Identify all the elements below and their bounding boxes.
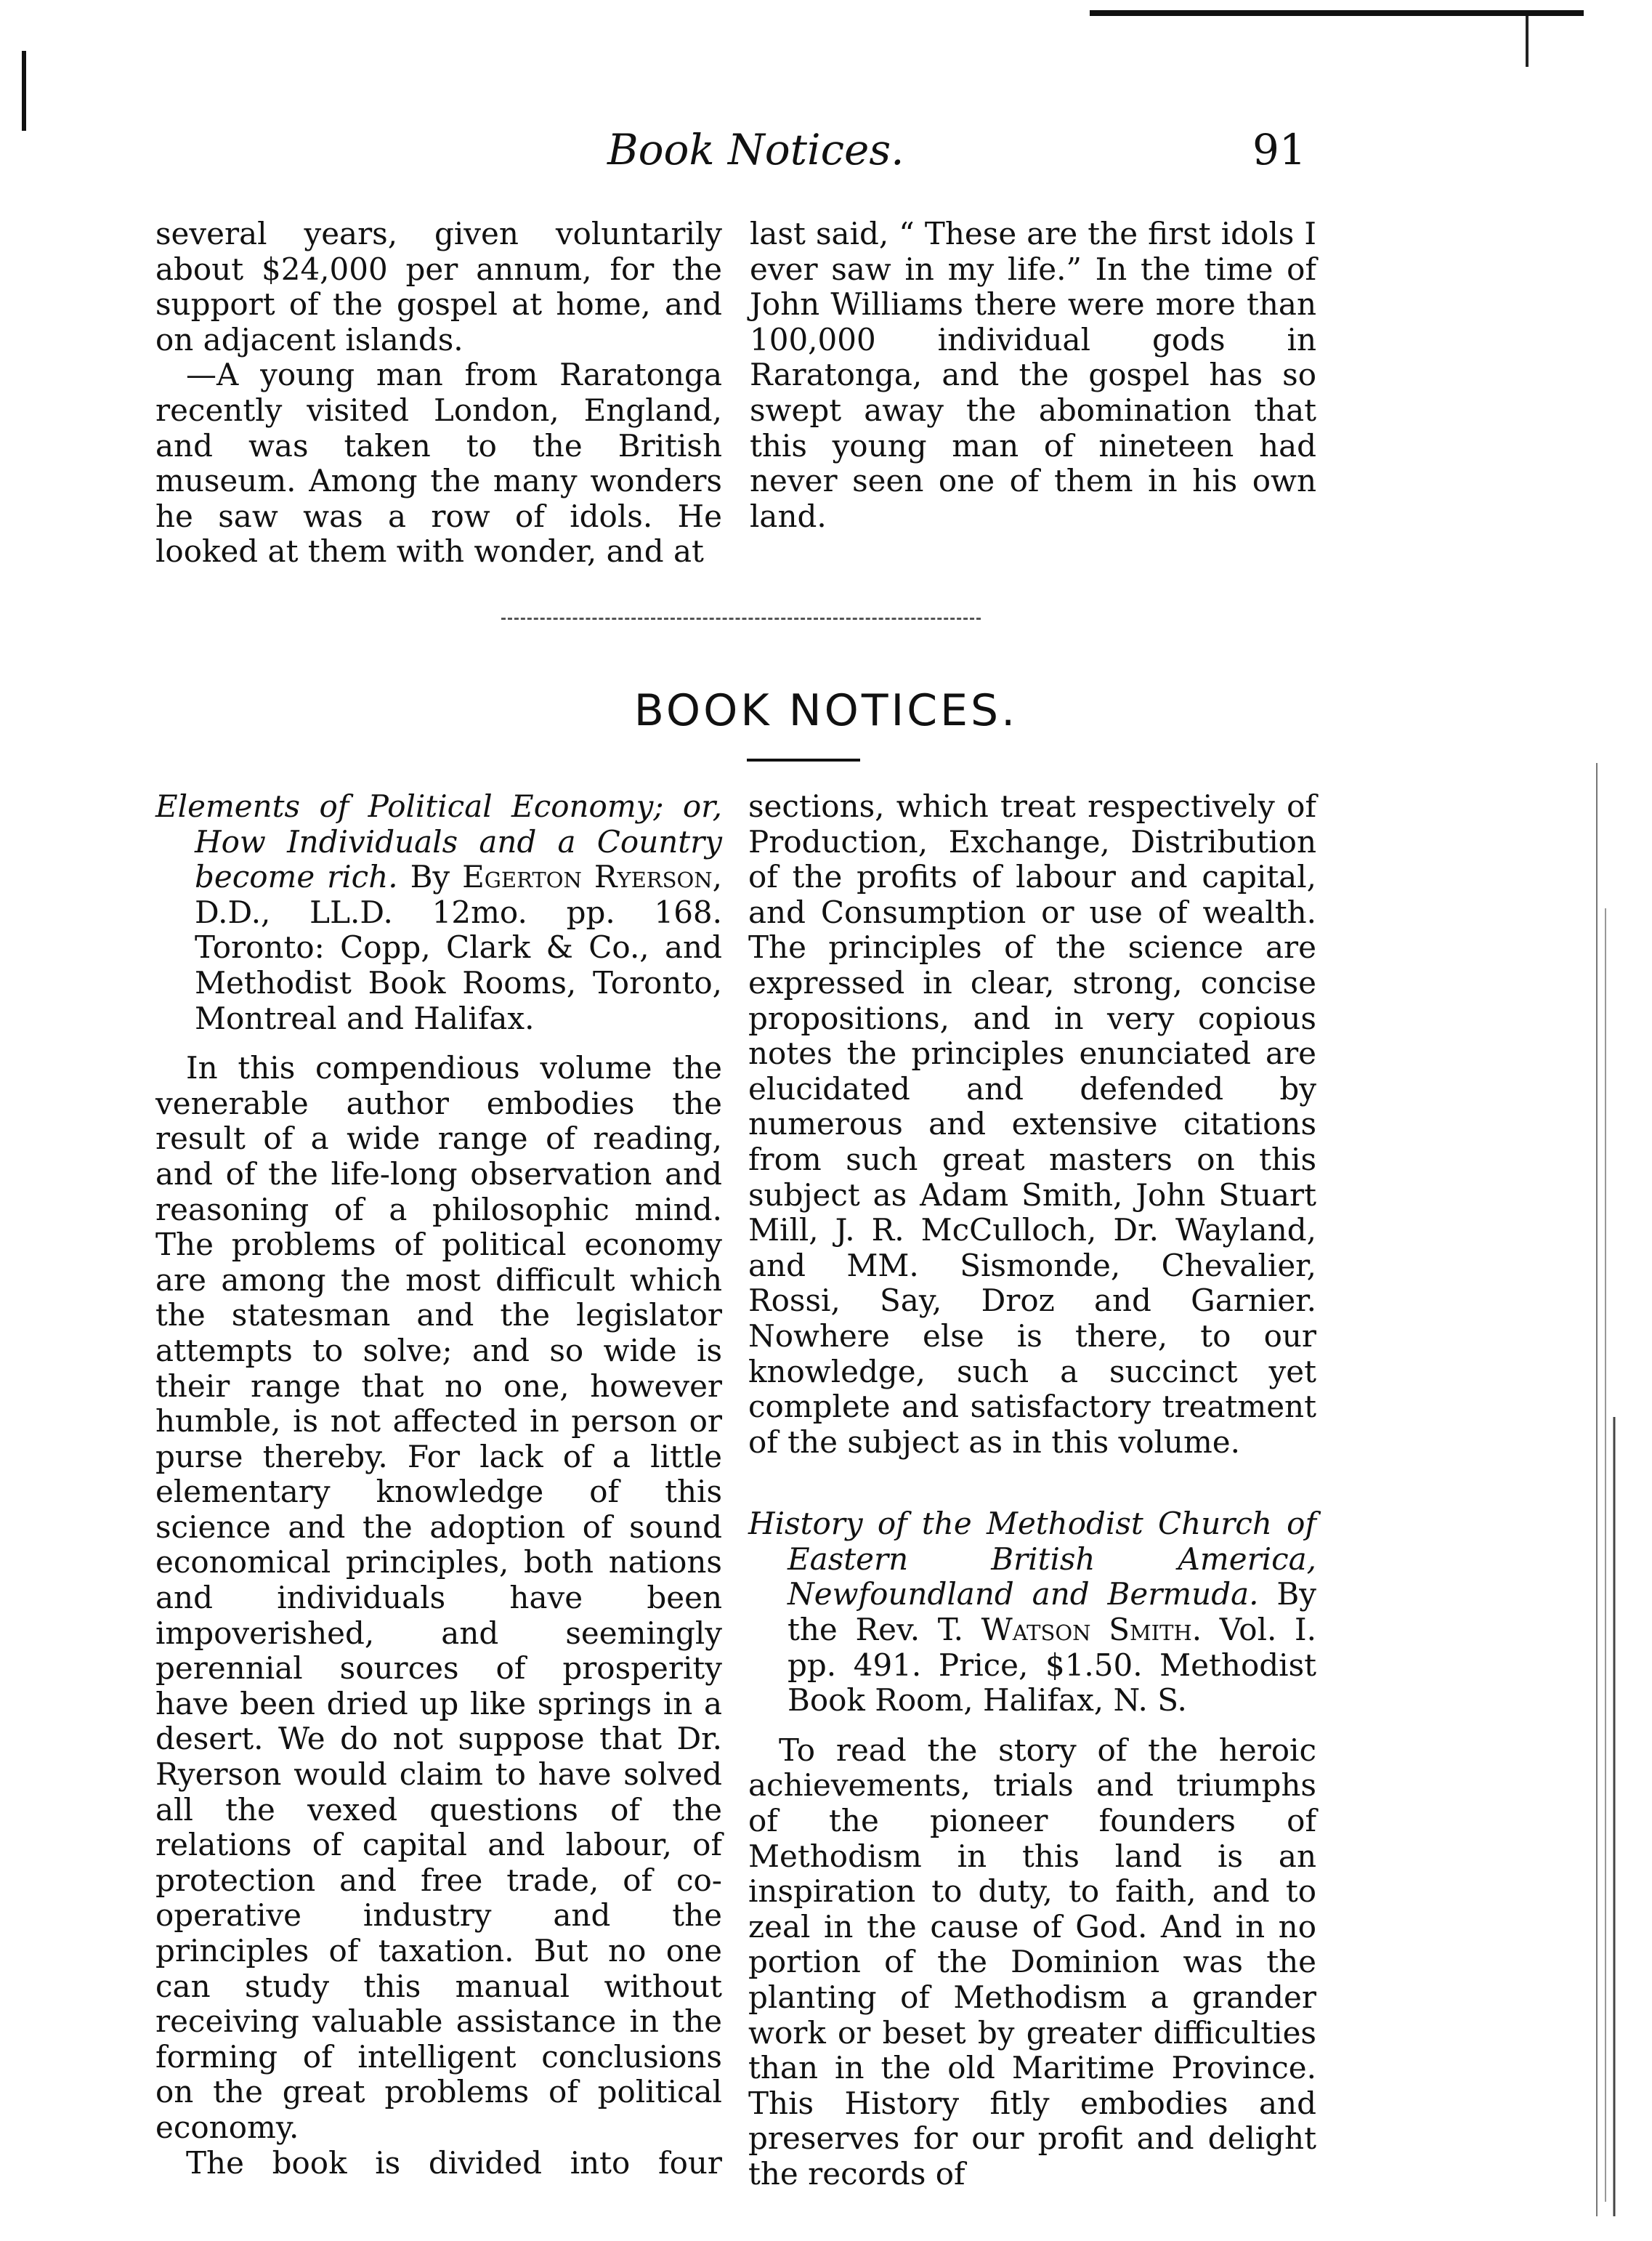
top-edge-rule: [1090, 10, 1584, 16]
review-1-author-prefix: By: [410, 859, 450, 895]
raratonga-paragraph: —A young man from Raratonga recently visited London, England, and was taken to the British museum. Among the many wonders he saw was a row of idols. He looked at them with wonder, and at: [155, 357, 722, 570]
running-title: Book Notices.: [607, 125, 904, 174]
review-2-citation: [748, 1506, 1316, 1719]
review-1-title: Elements of Political Economy; or, How Individuals and a Country become rich.: [155, 788, 722, 895]
top-edge-tick: [1526, 16, 1528, 67]
review-1-paragraph-2: The book is divided into four: [186, 2144, 722, 2181]
running-head: [0, 121, 1652, 186]
review-1-details: , D.D., LL.D. 12mo. pp. 168. Toronto: Copp, Clark & Co., and Methodist Book Rooms, Toronto, Montreal and Halifax.: [195, 859, 723, 1036]
bottom-right-column: [748, 789, 1316, 2192]
heading-rule: [747, 759, 860, 762]
review-1-paragraph-1: In this compendious volume the venerable author embodies the result of a wide range of reading, and of the life-long observation and reasoning of a philosophic mind. The problems of political economy are among the most difficult which the statesman and the legislator attempts to solve; and so wide is their range that no one, however humble, is not affected in person or purse thereby. For lack of a little elementary knowledge of this science and the adoption of sound economical principles, both nations and individuals have been impoverished, and seemingly perennial sources of prosperity have been dried up like springs in a desert. We do not suppose that Dr. Ryerson would claim to have solved all the vexed questions of the relations of capital and labour, of protection and free trade, of co-operative industry and the principles of taxation. But no one can study this manual without receiving valuable assistance in the forming of intelligent conclusions on the great problems of political economy.: [155, 1050, 722, 2145]
continued-paragraph: several years, given voluntarily about $24,000 per annum, for the support of the gospel at home, and on adjacent islands.: [155, 216, 722, 358]
review-2-details: . Vol. I. pp. 491. Price, $1.50. Methodist Book Room, Halifax, N. S.: [787, 1612, 1316, 1719]
raratonga-paragraph-continued: last said, “ These are the first idols I ever saw in my life.” In the time of John Williams there were more than 100,000 individual gods in Raratonga, and the gospel has so swept away the abomination that this young man of nineteen had never seen one of them in his own land.: [750, 216, 1316, 534]
review-1-author: Egerton Ryerson: [462, 859, 713, 895]
section-separator: [501, 618, 981, 629]
section-heading: BOOK NOTICES.: [633, 685, 1019, 736]
review-2-title: History of the Methodist Church of Eastern British America, Newfoundland and Bermuda.: [748, 1506, 1316, 1612]
top-left-column: [155, 217, 722, 570]
review-2-author-prefix: By the Rev.: [787, 1576, 1316, 1648]
page-number: 91: [1252, 125, 1306, 174]
review-1-paragraph-2-continued: sections, which treat respectively of Production, Exchange, Distribution of the profits of labour and capital, and Consumption or use of wealth. The principles of the science are expressed in clear, strong, concise propositions, and in very copious notes the principles enunciated are elucidated and defended by numerous and extensive citations from such great masters on this subject as Adam Smith, John Stuart Mill, J. R. McCulloch, Dr. Wayland, and MM. Sismonde, Chevalier, Rossi, Say, Droz and Garnier. Nowhere else is there, to our knowledge, such a succinct yet complete and satisfactory treatment of the subject as in this volume.: [748, 788, 1316, 1460]
top-right-column: [750, 217, 1316, 534]
review-2-paragraph-1: To read the story of the heroic achievements, trials and triumphs of the pioneer founders of Methodism in this land is an inspiration to duty, to faith, and to zeal in the cause of God. And in no portion of the Dominion was the planting of Methodism a grander work or beset by greater difficulties than in the old Maritime Province. This History fitly embodies and preserves for our profit and delight the records of: [748, 1732, 1316, 2192]
review-1-citation: [155, 789, 722, 1036]
review-2-author: T. Watson Smith: [937, 1612, 1192, 1648]
left-edge-mark: [22, 51, 26, 131]
right-margin-scan-lines: [1591, 763, 1620, 2216]
bottom-left-column: [155, 789, 722, 2181]
